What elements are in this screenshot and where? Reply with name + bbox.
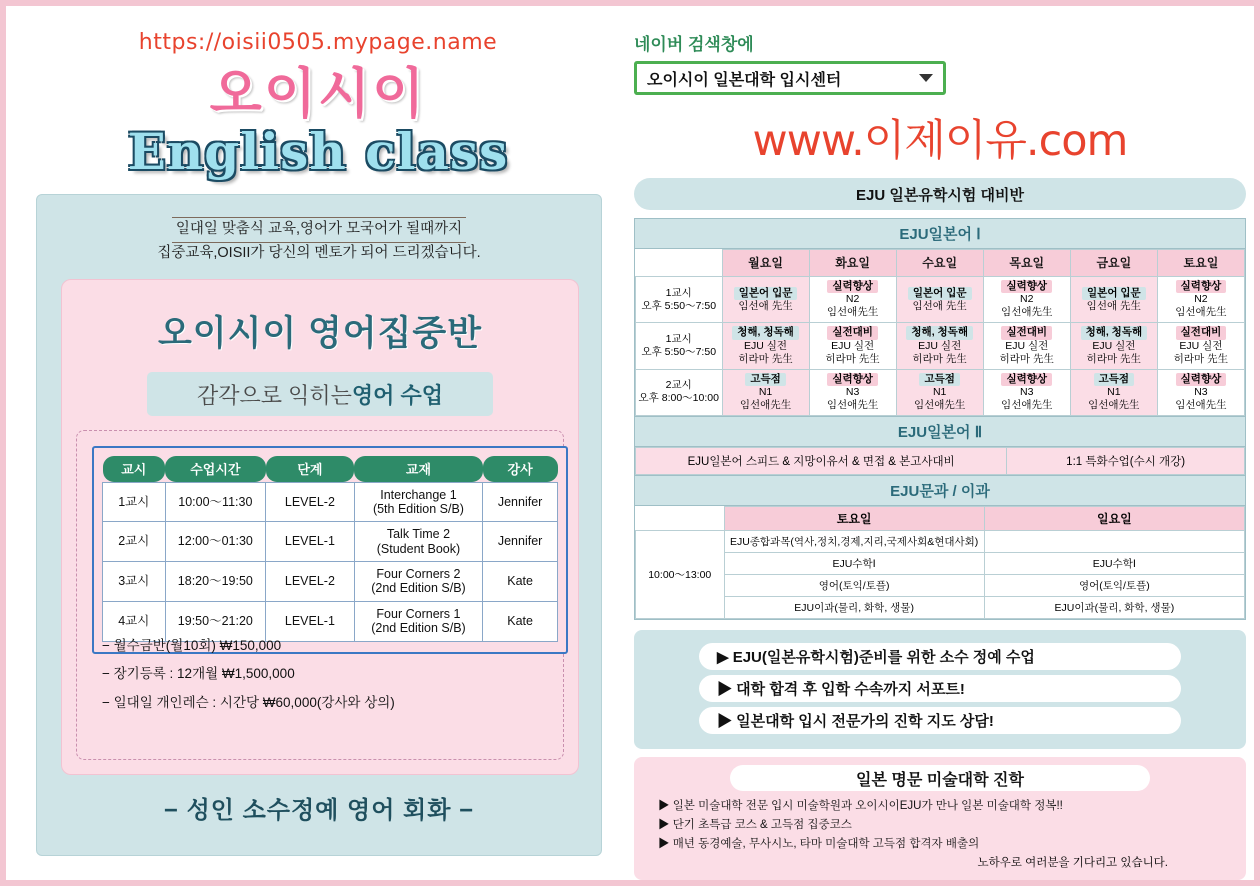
- bunri-time-cell: 10:00〜13:00: [636, 531, 725, 619]
- col-time: 수업시간: [165, 456, 266, 482]
- table-cell: Jennifer: [483, 482, 558, 522]
- schedule-class-cell: 청해, 청독해 EJU 실전 히라마 先生: [722, 323, 809, 369]
- bunri-row: [636, 575, 1245, 597]
- main-site-url: www.이제이유.com: [752, 116, 1128, 166]
- intensive-course-card: [61, 279, 579, 775]
- bunri-table: [635, 506, 1245, 619]
- table-cell: 2교시: [103, 522, 166, 562]
- naver-search-box[interactable]: [634, 61, 946, 95]
- schedule-class-cell: 고득점 N1 임선애先生: [896, 369, 983, 415]
- eju-schedule-block: [634, 218, 1246, 620]
- schedule-class-cell: 실력향상 N2 임선애先生: [809, 277, 896, 323]
- bullet-pill: ▶ 일본대학 입시 전문가의 진학 지도 상담!: [699, 707, 1181, 734]
- naver-label: 네이버 검색창에: [634, 35, 754, 54]
- art-line: ▶ 단기 초특급 코스 & 고득점 집중코스: [658, 819, 852, 832]
- brand-name-english: English class: [127, 122, 509, 181]
- bunri-row: [636, 597, 1245, 619]
- table-cell: LEVEL-2: [266, 562, 355, 602]
- eju-bullet-list: [634, 630, 1246, 749]
- brand-name-korean: 오이시이: [209, 64, 427, 124]
- schedule-class-cell: 고득점 N1 임선애先生: [1070, 369, 1157, 415]
- section-title-japanese-2: EJU일본어 Ⅱ: [635, 416, 1245, 447]
- bunri-cell: EJU이과(물리, 화학, 생물): [724, 597, 984, 619]
- col-level: 단계: [266, 456, 355, 482]
- bunri-body: [636, 531, 1245, 619]
- table-cell: Interchange 1 (5th Edition S/B): [354, 482, 482, 522]
- bunri-head: [636, 507, 1245, 531]
- homepage-url: https://oisii0505.mypage.name: [138, 30, 498, 55]
- table-cell: 10:00〜11:30: [165, 482, 266, 522]
- schedule-row: [636, 323, 1245, 369]
- right-column: [628, 16, 1252, 876]
- schedule-time-cell: 1교시 오후 5:50〜7:50: [636, 277, 723, 323]
- table-cell: 19:50〜21:20: [165, 601, 266, 641]
- table-cell: Kate: [483, 562, 558, 602]
- price-list: [102, 632, 395, 717]
- bunri-cell: EJU이과(물리, 화학, 생물): [984, 597, 1244, 619]
- naver-search-query: 오이시이 일본대학 입시센터: [647, 71, 842, 89]
- tagline-line-2: 집중교육,OISII가 당신의 멘토가 되어 드리겠습니다.: [157, 244, 481, 261]
- day-header-row: [636, 250, 1245, 277]
- bunri-cell: EJU수학Ⅰ: [984, 553, 1244, 575]
- english-class-panel: [36, 194, 602, 856]
- schedule-row: [636, 277, 1245, 323]
- bunri-row: [636, 531, 1245, 553]
- english-schedule-table: [102, 456, 558, 642]
- japanese-2-row: [635, 447, 1245, 475]
- col-textbook: 교재: [354, 456, 482, 482]
- schedule-class-cell: 청해, 청독해 EJU 실전 히라마 先生: [1070, 323, 1157, 369]
- eju-table-head: [636, 250, 1245, 277]
- schedule-blank-cell: [636, 250, 723, 277]
- art-university-block: [634, 757, 1246, 880]
- schedule-row: [636, 369, 1245, 415]
- course-subtitle: [147, 372, 493, 416]
- day-header-월요일: 월요일: [722, 250, 809, 277]
- schedule-class-cell: 일본어 입문 임선애 先生: [896, 277, 983, 323]
- table-cell: Kate: [483, 601, 558, 641]
- schedule-table-wrapper: [92, 446, 568, 654]
- table-cell: 1교시: [103, 482, 166, 522]
- day-header-수요일: 수요일: [896, 250, 983, 277]
- bunri-col-saturday: 토요일: [724, 507, 984, 531]
- schedule-class-cell: 실력향상 N3 임선애先生: [1157, 369, 1244, 415]
- schedule-class-cell: 실력향상 N3 임선애先生: [983, 369, 1070, 415]
- col-period: 교시: [103, 456, 166, 482]
- bunri-cell: EJU수학Ⅰ: [724, 553, 984, 575]
- schedule-time-cell: 2교시 오후 8:00〜10:00: [636, 369, 723, 415]
- table-row: [103, 562, 558, 602]
- table-cell: 12:00〜01:30: [165, 522, 266, 562]
- table-cell: LEVEL-1: [266, 601, 355, 641]
- table-cell: 18:20〜19:50: [165, 562, 266, 602]
- day-header-화요일: 화요일: [809, 250, 896, 277]
- bunri-blank-cell: [636, 507, 725, 531]
- price-item: − 월수금반(월10회) ₩150,000: [102, 638, 282, 653]
- day-header-토요일: 토요일: [1157, 250, 1244, 277]
- bullet-pill: ▶ EJU(일본유학시험)준비를 위한 소수 정예 수업: [699, 643, 1181, 670]
- section-title-japanese-1: EJU일본어 Ⅰ: [635, 219, 1245, 249]
- price-item: − 장기등록 : 12개월 ₩1,500,000: [102, 666, 295, 682]
- table-cell: Four Corners 1 (2nd Edition S/B): [354, 601, 482, 641]
- table-row: [103, 482, 558, 522]
- table-cell: 4교시: [103, 601, 166, 641]
- schedule-class-cell: 일본어 입문 임선애 先生: [722, 277, 809, 323]
- eju-japanese-1-table: [635, 249, 1245, 416]
- schedule-class-cell: 실전대비 EJU 실전 히라마 先生: [983, 323, 1070, 369]
- col-teacher: 강사: [483, 456, 558, 482]
- left-column: [20, 16, 616, 868]
- day-header-목요일: 목요일: [983, 250, 1070, 277]
- tagline-block: [37, 195, 601, 265]
- bunri-cell: 영어(토익/토플): [724, 575, 984, 597]
- table-header-row: [103, 456, 558, 482]
- art-section-title: 일본 명문 미술대학 진학: [730, 765, 1150, 791]
- table-cell: LEVEL-2: [266, 482, 355, 522]
- price-item: − 일대일 개인레슨 : 시간당 ₩60,000(강사와 상의): [102, 694, 395, 710]
- english-schedule-body: [103, 482, 558, 641]
- bunri-row: [636, 553, 1245, 575]
- course-title: 오이시이 영어집중반: [157, 314, 482, 353]
- section-title-bunri: EJU문과 / 이과: [635, 475, 1245, 506]
- japanese-2-left: EJU일본어 스피드 & 지망이유서 & 면접 & 본고사대비: [635, 447, 1007, 475]
- course-subtitle-b: 영어 수업: [351, 382, 443, 408]
- schedule-class-cell: 청해, 청독해 EJU 실전 히라마 先生: [896, 323, 983, 369]
- bunri-cell: 영어(토익/토플): [984, 575, 1244, 597]
- eju-banner-title: EJU 일본유학시험 대비반: [634, 178, 1246, 210]
- art-line: ▶ 일본 미술대학 전문 입시 미술학원과 오이시이EJU가 만나 일본 미술대학 정복!!: [658, 800, 1063, 813]
- table-row: [103, 522, 558, 562]
- art-tail-text: 노하우로 여러분을 기다리고 있습니다.: [977, 857, 1168, 870]
- schedule-class-cell: 실전대비 EJU 실전 히라마 先生: [809, 323, 896, 369]
- art-bullet-lines: [644, 797, 1236, 854]
- english-schedule-head: [103, 456, 558, 482]
- table-cell: Four Corners 2 (2nd Edition S/B): [354, 562, 482, 602]
- schedule-time-cell: 1교시 오후 5:50〜7:50: [636, 323, 723, 369]
- table-cell: 3교시: [103, 562, 166, 602]
- course-subtitle-a: 감각으로 익히는: [196, 382, 352, 408]
- tagline-line-1: 일대일 맞춤식 교육,영어가 모국어가 될때까지: [172, 217, 466, 243]
- japanese-2-right: 1:1 특화수업(수시 개강): [1007, 447, 1245, 475]
- schedule-class-cell: 실전대비 EJU 실전 히라마 先生: [1157, 323, 1244, 369]
- schedule-class-cell: 일본어 입문 임선애 先生: [1070, 277, 1157, 323]
- bunri-col-sunday: 일요일: [984, 507, 1244, 531]
- schedule-class-cell: 실력향상 N2 임선애先生: [983, 277, 1070, 323]
- schedule-class-cell: 고득점 N1 임선애先生: [722, 369, 809, 415]
- art-line: ▶ 매년 동경예술, 무사시노, 타마 미술대학 고득점 합격자 배출의: [658, 838, 980, 851]
- bunri-header-row: [636, 507, 1245, 531]
- bunri-cell: EJU종합과목(역사,정치,경제,지리,국제사회&현대사회): [724, 531, 984, 553]
- bullet-pill: ▶ 대학 합격 후 입학 수속까지 서포트!: [699, 675, 1181, 702]
- left-footer-text: − 성인 소수정예 영어 회화 −: [163, 797, 475, 824]
- table-cell: LEVEL-1: [266, 522, 355, 562]
- day-header-금요일: 금요일: [1070, 250, 1157, 277]
- eju-table-body: [636, 277, 1245, 416]
- table-cell: Jennifer: [483, 522, 558, 562]
- chevron-down-icon[interactable]: [919, 74, 933, 82]
- schedule-class-cell: 실력향상 N2 임선애先生: [1157, 277, 1244, 323]
- bunri-cell: [984, 531, 1244, 553]
- schedule-class-cell: 실력향상 N3 임선애先生: [809, 369, 896, 415]
- table-cell: Talk Time 2 (Student Book): [354, 522, 482, 562]
